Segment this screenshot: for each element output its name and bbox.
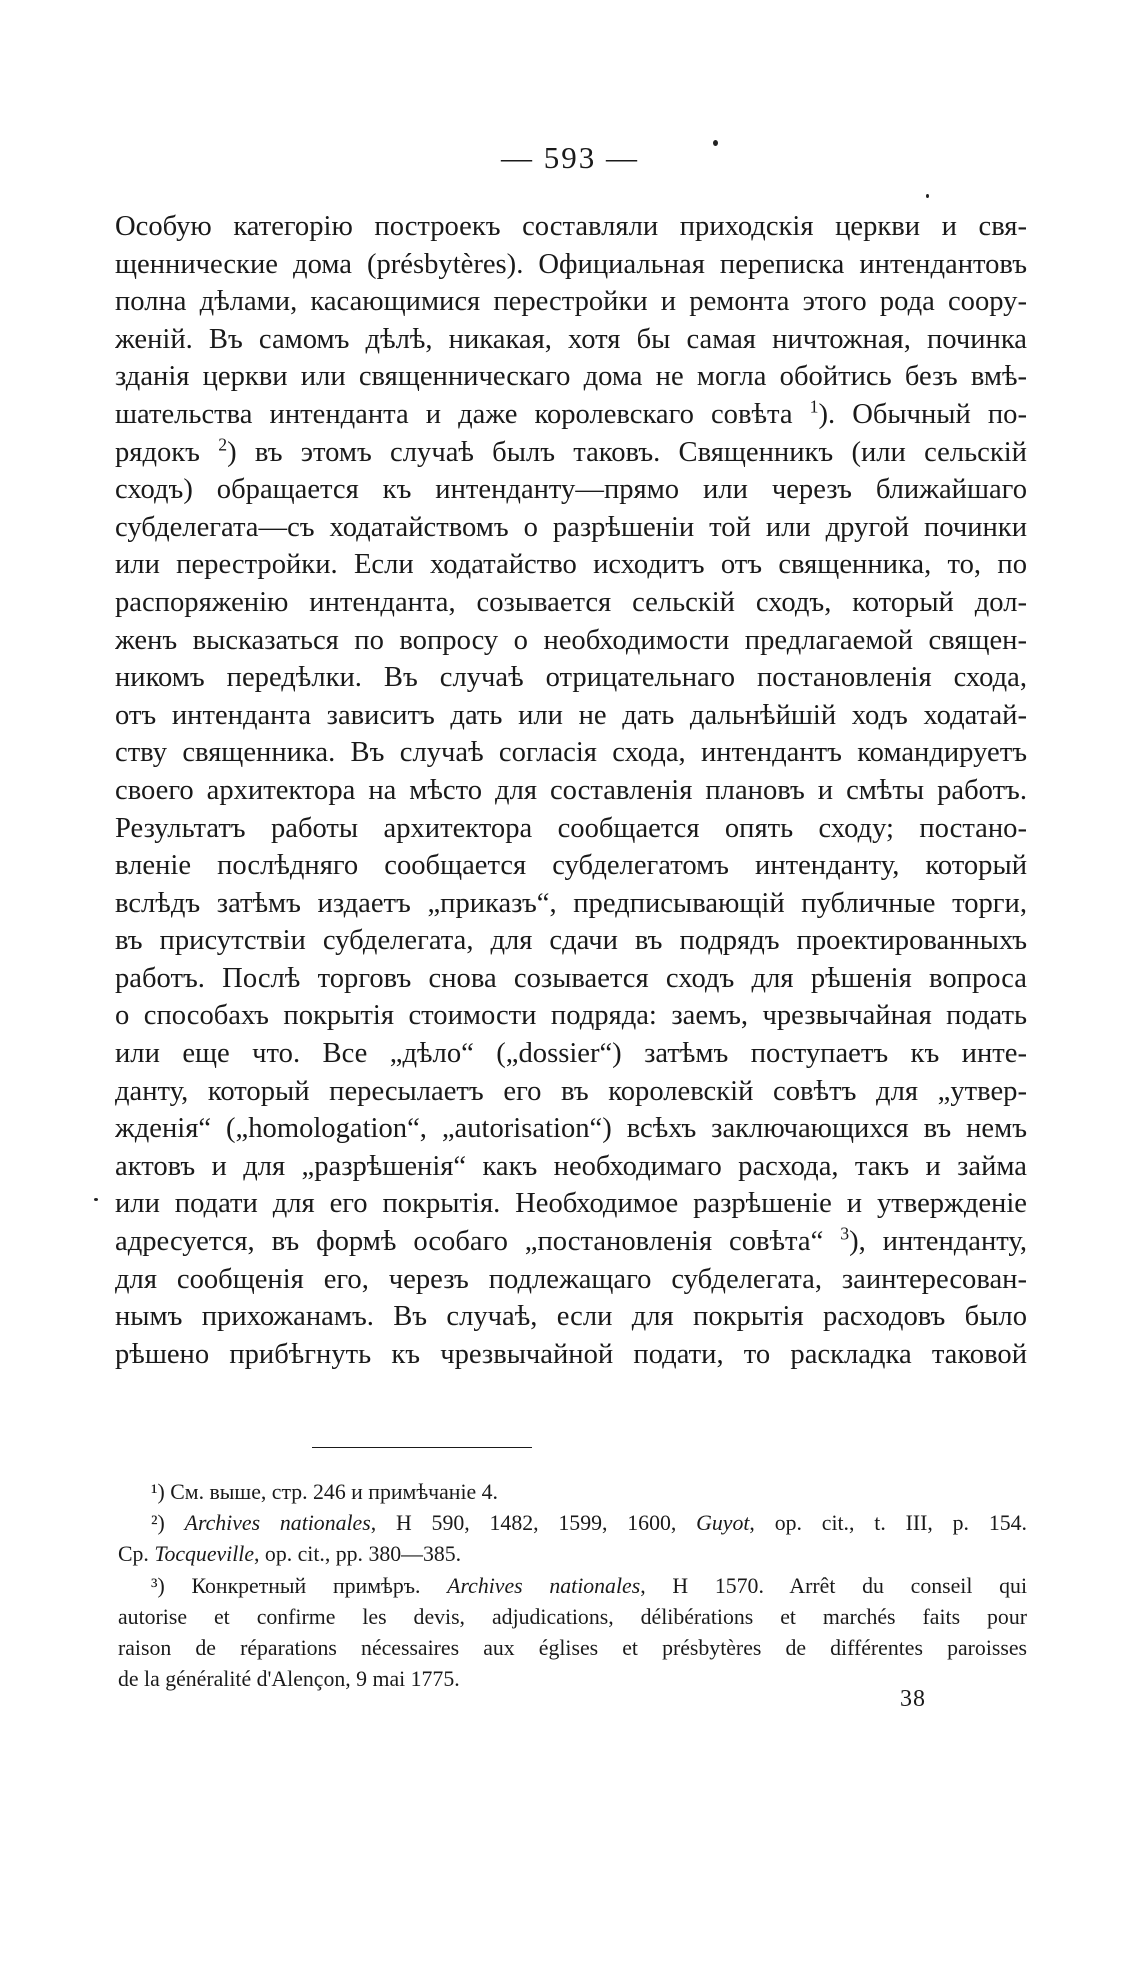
text-line: вленіе послѣдняго сообщается субделегатомъ интенданту, который bbox=[115, 850, 1027, 882]
text-line: ству священника. Въ случаѣ согласія схода, интендантъ командируетъ bbox=[115, 737, 1027, 769]
text-line: нымъ прихожанамъ. Въ случаѣ, если для покрытія расходовъ было bbox=[115, 1301, 1027, 1333]
footnote-mark: ³) bbox=[151, 1573, 165, 1598]
source-title: Archives nationales bbox=[447, 1573, 641, 1598]
text-line: работъ. Послѣ торговъ снова созывается сходъ для рѣшенія вопроса bbox=[115, 962, 1027, 994]
text-segment: ) въ этомъ случаѣ былъ таковъ. Священникъ (или сельскій bbox=[227, 436, 1027, 468]
footnote-text: См. выше, стр. 246 и примѣчаніе 4. bbox=[170, 1480, 498, 1504]
text-line bbox=[115, 396, 1027, 434]
text-line: о способахъ покрытія стоимости подряда: заемъ, чрезвычайная подать bbox=[115, 1000, 1027, 1032]
footnote-line: autorise et confirme les devis, adjudications, délibérations et marchés faits pour bbox=[118, 1604, 1027, 1629]
print-speck bbox=[926, 194, 929, 198]
text-segment: адресуется, въ формѣ особаго „постановленія совѣта“ bbox=[115, 1226, 824, 1258]
text-line: никомъ передѣлки. Въ случаѣ отрицательнаго постановленія схода, bbox=[115, 662, 1027, 694]
text-line: или еще что. Все „дѣло“ („dossier“) затѣмъ поступаетъ къ инте- bbox=[115, 1038, 1027, 1070]
printer-signature-mark: 38 bbox=[900, 1686, 926, 1712]
footnotes-section bbox=[118, 1477, 1027, 1695]
footnote-divider bbox=[312, 1447, 532, 1448]
footnote-text: , op. cit., pp. 380—385. bbox=[254, 1542, 462, 1567]
footnote-line bbox=[118, 1571, 1027, 1602]
text-line: женъ высказаться по вопросу о необходимости предлагаемой священ- bbox=[115, 624, 1027, 656]
footnote-text: , H 590, 1482, 1599, 1600, bbox=[370, 1511, 697, 1536]
footnote-text: Ср. bbox=[118, 1542, 155, 1567]
footnote-line bbox=[118, 1508, 1027, 1539]
text-line: или подати для его покрытія. Необходимое разрѣшеніе и утвержденіе bbox=[115, 1188, 1027, 1220]
footnote-mark: ²) bbox=[151, 1511, 165, 1536]
text-line: сходъ) обращается къ интенданту—прямо или черезъ ближайшаго bbox=[115, 474, 1027, 506]
footnote-ref-2[interactable]: 2 bbox=[218, 434, 228, 455]
footnote-2 bbox=[118, 1508, 1027, 1570]
text-line: распоряженію интенданта, созывается сельскій сходъ, который дол- bbox=[115, 586, 1027, 618]
text-line: своего архитектора на мѣсто для составленія плановъ и смѣты работъ. bbox=[115, 774, 1027, 806]
footnote-line: raison de réparations nécessaires aux églises et présbytères de différentes paroisses bbox=[118, 1636, 1027, 1661]
text-line: женій. Въ самомъ дѣлѣ, никакая, хотя бы самая ничтожная, починка bbox=[115, 323, 1027, 355]
author-name: Guyot bbox=[696, 1511, 750, 1536]
footnote-ref-1[interactable]: 1 bbox=[809, 396, 819, 417]
footnote-text: , op. cit., t. III, p. 154. bbox=[749, 1511, 1027, 1536]
print-speck bbox=[94, 1198, 98, 1201]
text-line: полна дѣлами, касающимися перестройки и ремонта этого рода соору- bbox=[115, 286, 1027, 318]
text-line: Особую категорію построекъ составляли приходскія церкви и свя- bbox=[115, 211, 1027, 242]
text-line: рѣшено прибѣгнуть къ чрезвычайной подати, то раскладка таковой bbox=[115, 1338, 1027, 1370]
footnote-3 bbox=[118, 1571, 1027, 1696]
text-line: данту, который пересылаетъ его въ королевскій совѣтъ для „утвер- bbox=[115, 1075, 1027, 1107]
footnote-text: , H 1570. Arrêt du conseil qui bbox=[640, 1573, 1027, 1598]
text-line: въ присутствіи субделегата, для сдачи въ подрядъ проектированныхъ bbox=[115, 925, 1027, 957]
footnote-ref-3[interactable]: 3 bbox=[840, 1223, 850, 1244]
author-name: Tocqueville bbox=[154, 1542, 255, 1567]
text-line bbox=[115, 434, 1027, 472]
text-line: зданія церкви или священническаго дома не могла обойтись безъ вмѣ- bbox=[115, 361, 1027, 393]
text-line: щеннические дома (présbytères). Официальная переписка интендантовъ bbox=[115, 248, 1027, 280]
text-line bbox=[115, 1223, 1027, 1261]
footnote-1 bbox=[118, 1477, 1027, 1508]
print-speck bbox=[713, 140, 718, 146]
text-line: актовъ и для „разрѣшенія“ какъ необходимаго расхода, такъ и займа bbox=[115, 1150, 1027, 1182]
text-line: Результатъ работы архитектора сообщается опять сходу; постано- bbox=[115, 812, 1027, 844]
text-segment: ). Обычный по- bbox=[818, 398, 1027, 430]
text-segment: шательства интенданта и даже королевскаго совѣта bbox=[115, 398, 793, 430]
text-line: или перестройки. Если ходатайство исходитъ отъ священника, то, по bbox=[115, 549, 1027, 581]
text-segment: ), интенданту, bbox=[849, 1226, 1027, 1258]
text-line: субделегата—съ ходатайствомъ о разрѣшеніи той или другой починки bbox=[115, 511, 1027, 543]
text-line: жденія“ („homologation“, „autorisation“) всѣхъ заключающихся въ немъ bbox=[115, 1113, 1027, 1145]
footnote-text: Конкретный примѣръ. bbox=[191, 1573, 448, 1598]
footnote-line bbox=[118, 1477, 1027, 1508]
footnote-mark: ¹) bbox=[151, 1480, 165, 1504]
text-line: вслѣдъ затѣмъ издаетъ „приказъ“, предписывающій публичные торги, bbox=[115, 887, 1027, 919]
page-number: — 593 — bbox=[501, 140, 639, 175]
text-segment: рядокъ bbox=[115, 436, 200, 468]
footnote-line bbox=[118, 1539, 1027, 1570]
source-title: Archives nationales bbox=[184, 1511, 371, 1536]
text-line: отъ интенданта зависитъ дать или не дать дальнѣйшій ходъ ходатай- bbox=[115, 699, 1027, 731]
text-line: для сообщенія его, черезъ подлежащаго субделегата, заинтересован- bbox=[115, 1263, 1027, 1295]
main-paragraph bbox=[115, 208, 1027, 1373]
footnote-line: de la généralité d'Alençon, 9 mai 1775. bbox=[118, 1667, 460, 1692]
